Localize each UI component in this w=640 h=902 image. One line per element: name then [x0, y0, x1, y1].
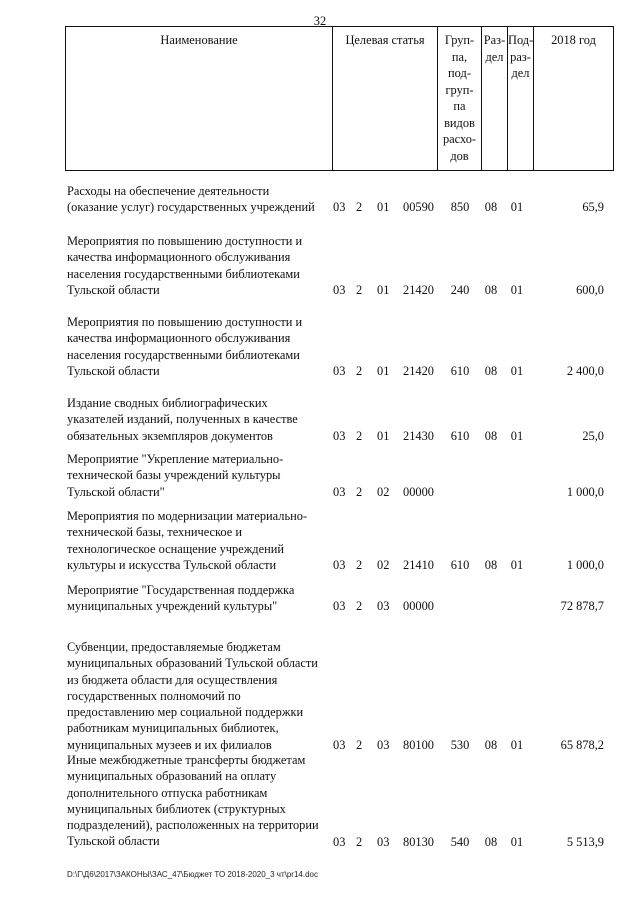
subsection-code: 01 — [510, 428, 524, 443]
row-name-line: обязательных экземпляров документов — [67, 428, 273, 443]
row-name-line: Субвенции, предоставляемые бюджетам — [67, 640, 281, 654]
row-name-line: из бюджета области для осуществления — [67, 672, 278, 687]
row-name — [67, 183, 333, 216]
header-subsection-line: дел — [511, 66, 530, 80]
subprogram-code: 2 — [356, 834, 363, 849]
row-name-line: государственных полномочий по — [67, 688, 241, 703]
amount-2018: 1 000,0 — [566, 484, 604, 499]
expense-group-code: 530 — [450, 737, 470, 752]
row-name-line: подразделений), расположенных на территории — [67, 818, 319, 833]
header-group-line: расхо- — [442, 132, 477, 146]
program-code: 03 — [333, 737, 346, 752]
program-code: 03 — [333, 557, 346, 572]
main-event-code: 02 — [377, 484, 390, 499]
subprogram-code: 2 — [356, 200, 363, 215]
program-code: 03 — [333, 282, 346, 297]
subsection-code: 01 — [510, 737, 524, 752]
section-code: 08 — [484, 834, 498, 849]
header-group-line: па — [453, 99, 466, 113]
row-name-line: Издание сводных библиографических — [67, 396, 268, 410]
header-group-line: дов — [450, 148, 469, 163]
direction-code: 00000 — [403, 484, 434, 499]
row-name-line: Мероприятия по повышению доступности и — [67, 315, 303, 329]
row-name-line: культуры и искусства Тульской области — [67, 557, 277, 572]
subprogram-code: 2 — [356, 599, 363, 614]
expense-group-code: 850 — [450, 200, 470, 215]
expense-group-code: 540 — [450, 834, 470, 849]
amount-2018: 25,0 — [582, 428, 604, 443]
main-event-code: 03 — [377, 834, 390, 849]
header-section-line: дел — [485, 49, 504, 64]
subsection-code: 01 — [510, 282, 524, 297]
row-name-line: муниципальных библиотек (структурных — [67, 801, 286, 816]
direction-code: 21410 — [403, 557, 434, 572]
direction-code: 21420 — [403, 363, 434, 378]
header-subsection-line: Под- — [508, 33, 534, 47]
header-expense-group — [437, 27, 481, 170]
program-code: 03 — [333, 363, 346, 378]
program-code: 03 — [333, 599, 346, 614]
row-name — [67, 233, 333, 298]
subprogram-code: 2 — [356, 363, 363, 378]
file-path-footer: D:\Г\Д6\2017\ЗАКОНЫ\ЗАС_47\Бюджет ТО 2018-2020_3 чт\pr14.doc — [67, 870, 318, 879]
page-number: 32 — [313, 14, 327, 28]
main-event-code: 03 — [377, 599, 390, 614]
header-subsection-line: раз- — [510, 49, 531, 64]
main-event-code: 03 — [377, 737, 390, 752]
main-event-code: 01 — [377, 363, 390, 378]
row-name-line: Мероприятия по повышению доступности и — [67, 234, 303, 248]
direction-code: 00590 — [403, 200, 434, 215]
row-name-line: Иные межбюджетные трансферты бюджетам — [67, 753, 306, 767]
row-name — [67, 752, 333, 850]
subprogram-code: 2 — [356, 737, 363, 752]
amount-2018: 72 878,7 — [560, 599, 604, 614]
header-section — [481, 27, 507, 170]
subsection-code: 01 — [510, 557, 524, 572]
section-code: 08 — [484, 200, 498, 215]
main-event-code: 02 — [377, 557, 390, 572]
header-name: Наименование — [160, 33, 238, 47]
subprogram-code: 2 — [356, 428, 363, 443]
row-name-line: Тульской области — [67, 282, 160, 297]
row-name-line: Мероприятие "Укрепление материально- — [67, 452, 284, 466]
row-name-line: указателей изданий, полученных в качестве — [67, 412, 298, 427]
header-group-line: под- — [448, 66, 471, 80]
row-name — [67, 314, 333, 379]
row-name-line: качества информационного обслуживания — [67, 250, 291, 265]
row-name-line: муниципальных образований на оплату — [67, 769, 277, 784]
subprogram-code: 2 — [356, 282, 363, 297]
header-subsection — [507, 27, 533, 170]
amount-2018: 1 000,0 — [566, 557, 604, 572]
subprogram-code: 2 — [356, 557, 363, 572]
main-event-code: 01 — [377, 428, 390, 443]
amount-2018: 65,9 — [582, 200, 604, 215]
subsection-code: 01 — [510, 834, 524, 849]
program-code: 03 — [333, 834, 346, 849]
header-target-article: Целевая статья — [332, 27, 437, 170]
direction-code: 21430 — [403, 428, 434, 443]
row-name-line: населения государственными библиотеками — [67, 347, 300, 362]
expense-group-code: 610 — [450, 428, 470, 443]
program-code: 03 — [333, 428, 346, 443]
row-name-line: Тульской области — [67, 363, 160, 378]
direction-code: 00000 — [403, 599, 434, 614]
table-header — [65, 26, 614, 171]
row-name — [67, 451, 333, 500]
header-group-line: Груп- — [444, 33, 475, 47]
section-code: 08 — [484, 557, 498, 572]
section-code: 08 — [484, 737, 498, 752]
subsection-code: 01 — [510, 363, 524, 378]
amount-2018: 5 513,9 — [566, 834, 604, 849]
section-code: 08 — [484, 428, 498, 443]
row-name-line: дополнительного отпуска работникам — [67, 785, 268, 800]
direction-code: 21420 — [403, 282, 434, 297]
subprogram-code: 2 — [356, 484, 363, 499]
amount-2018: 600,0 — [576, 282, 604, 297]
row-name — [67, 508, 333, 573]
header-group-line: груп- — [445, 82, 474, 97]
row-name-line: технической базы учреждений культуры — [67, 468, 281, 483]
row-name — [67, 582, 333, 615]
row-name-line: работникам муниципальных библиотек, — [67, 721, 279, 736]
row-name-line: Тульской области" — [67, 484, 165, 499]
row-name — [67, 639, 333, 753]
main-event-code: 01 — [377, 282, 390, 297]
header-year: 2018 год — [533, 27, 613, 170]
row-name-line: технической базы, техническое и — [67, 525, 242, 540]
row-name-line: муниципальных образований Тульской области — [67, 656, 318, 671]
row-name-line: (оказание услуг) государственных учреждений — [67, 200, 315, 215]
row-name-line: предоставлению мер социальной поддержки — [67, 705, 304, 720]
amount-2018: 65 878,2 — [560, 737, 604, 752]
direction-code: 80100 — [403, 737, 434, 752]
program-code: 03 — [333, 200, 346, 215]
row-name-line: Расходы на обеспечение деятельности — [67, 184, 270, 198]
row-name-line: качества информационного обслуживания — [67, 331, 291, 346]
expense-group-code: 240 — [450, 282, 470, 297]
subsection-code: 01 — [510, 200, 524, 215]
row-name-line: Мероприятия по модернизации материально- — [67, 509, 308, 523]
row-name-line: населения государственными библиотеками — [67, 266, 300, 281]
row-name-line: Мероприятие "Государственная поддержка — [67, 583, 295, 597]
row-name-line: муниципальных учреждений культуры" — [67, 599, 278, 614]
section-code: 08 — [484, 282, 498, 297]
row-name-line: Тульской области — [67, 834, 160, 849]
header-group-line: па, — [451, 49, 468, 64]
section-code: 08 — [484, 363, 498, 378]
amount-2018: 2 400,0 — [566, 363, 604, 378]
main-event-code: 01 — [377, 200, 390, 215]
direction-code: 80130 — [403, 834, 434, 849]
program-code: 03 — [333, 484, 346, 499]
row-name-line: муниципальных музеев и их филиалов — [67, 737, 272, 752]
header-group-line: видов — [444, 115, 475, 130]
expense-group-code: 610 — [450, 363, 470, 378]
row-name — [67, 395, 333, 444]
header-section-line: Раз- — [483, 33, 506, 47]
row-name-line: технологическое оснащение учреждений — [67, 541, 284, 556]
expense-group-code: 610 — [450, 557, 470, 572]
